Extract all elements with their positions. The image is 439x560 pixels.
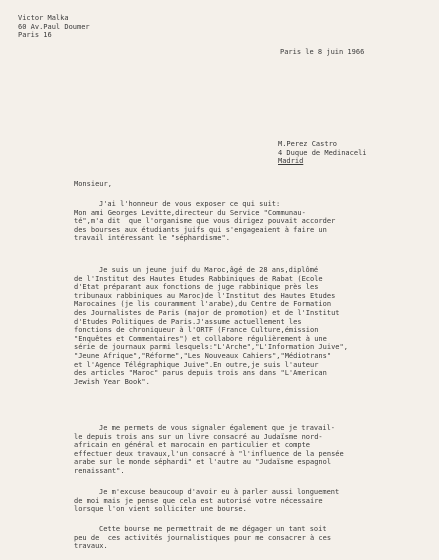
sender-address [18, 14, 90, 40]
paragraph-2 [74, 266, 348, 386]
sender-name: Victor Malka [18, 14, 69, 22]
text-line: lorsque l'on vient solliciter une bourse. [74, 505, 247, 514]
text-line: té",m'a dit que l'organisme que vous dirigez pouvait accorder [74, 217, 336, 226]
text-line: travail intéressant le "séphardisme". [74, 234, 230, 243]
text-line: tribunaux rabbiniques au Maroc)de l'Institut des Hautes Etudes [74, 291, 336, 300]
text-line: d'Etat préparant aux fonctions de juge rabbinique près les [74, 283, 319, 292]
text-line: fonctions de chroniqueur à l'ORTF (France Culture,émission [74, 326, 319, 335]
text-line: "Enquêtes et Commentaires") et collabore régulièrement à une [74, 334, 327, 343]
recipient-address [278, 140, 367, 166]
text-line: peu de ces activités journalistiques pour me consacrer à ces [74, 533, 332, 542]
text-line: "Jeune Afrique","Réforme","Les Nouveaux Cahiers","Médiotrans" [74, 351, 332, 360]
recipient-name: M.Perez Castro [278, 140, 338, 148]
paragraph-1 [74, 200, 335, 243]
text-line: le depuis trois ans sur un livre consacré au Judaïsme nord- [74, 432, 323, 441]
text-line: Cette bourse me permettrait de me dégager un tant soit [99, 525, 327, 533]
text-line: de moi mais je pense que cela est autorisé votre nécessaire [74, 496, 323, 505]
text-line: des bourses aux étudiants juifs qui s'engageaient à faire un [74, 225, 327, 234]
text-line: Je suis un jeune juif du Maroc,âgé de 28 ans,diplômé [99, 266, 319, 274]
sender-street: 60 Av.Paul Doumer [18, 22, 90, 31]
paragraph-5 [74, 525, 331, 551]
text-line: d'Etudes Politiques de Paris.J'assume actuellement les [74, 317, 302, 326]
recipient-city: Madrid [278, 157, 304, 166]
text-line: renaissant". [74, 466, 125, 475]
text-line: travaux. [74, 542, 108, 551]
letter-date: Paris le 8 juin 1966 [280, 48, 365, 56]
text-line: arabe sur le monde séphardi" et l'autre au "Judaïsme espagnol [74, 458, 332, 467]
text-line: Je m'excuse beaucoup d'avoir eu à parler aussi longuement [99, 488, 340, 496]
text-line: effectuer deux travaux,l'un consacré à "l'influence de la pensée [74, 449, 344, 458]
text-line: Marocaines (je lis couramment l'arabe),du Centre de Formation [74, 300, 332, 309]
paragraph-4 [74, 488, 339, 514]
text-line: des articles "Maroc" parus depuis trois ans dans "L'American [74, 369, 327, 378]
text-line: Je me permets de vous signaler également que je travail- [99, 424, 336, 432]
text-line: Jewish Year Book". [74, 377, 150, 386]
text-line: des Journalistes de Paris (major de promotion) et de l'Institut [74, 308, 340, 317]
text-line: Mon ami Georges Levitte,directeur du Service "Communau- [74, 208, 306, 217]
sender-city: Paris 16 [18, 31, 52, 40]
text-line: de l'Institut des Hautes Etudes Rabbiniques de Rabat (Ecole [74, 274, 323, 283]
paragraph-3 [74, 424, 344, 476]
text-line: africain en général et marocain en particulier et compte [74, 441, 311, 450]
salutation: Monsieur, [74, 180, 112, 188]
recipient-street: 4 Duque de Medinaceli [278, 148, 367, 157]
text-line: J'ai l'honneur de vous exposer ce qui suit: [99, 200, 281, 208]
text-line: série de journaux parmi lesquels:"L'Arche","L'Information Juive", [74, 343, 348, 352]
text-line: et l'Agence Télégraphique Juive".En outre,je suis l'auteur [74, 360, 319, 369]
